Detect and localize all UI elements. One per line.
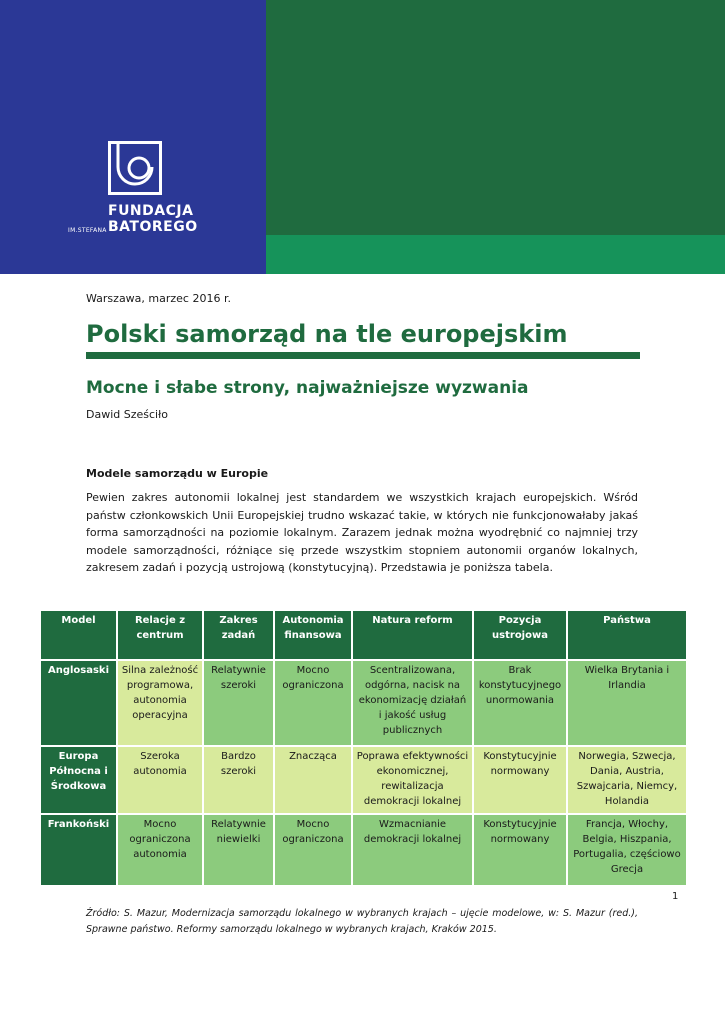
table-cell: Scentralizowana, odgórna, nacisk na ekonomizację działań i jakość usług publicznych [352,660,473,746]
table-cell: Konstytucyjnie normowany [473,746,567,814]
document-subtitle: Mocne i słabe strony, najważniejsze wyzwania [86,378,529,398]
foundation-name-line2: BATOREGO [108,219,198,235]
table-cell: Norwegia, Szwecja, Dania, Austria, Szwajcaria, Niemcy, Holandia [567,746,687,814]
page-number: 1 [672,891,679,902]
foundation-name-prefix: IM.STEFANA [68,227,107,234]
header-reform-nature: Natura reform [352,610,473,660]
header-model: Model [40,610,117,660]
table-cell: Szeroka autonomia [117,746,203,814]
table-source-note: Źródło: S. Mazur, Modernizacja samorządu lokalnego w wybranych krajach – ujęcie modelowe, w: S. Mazur (red.), Sprawne państwo. Reformy samorządu lokalnego w wybranych krajach, Kraków 2015. [86,908,638,935]
table-cell: Znacząca [274,746,352,814]
table-cell: Brak konstytucyjnego unormowania [473,660,567,746]
table-row [40,746,687,814]
row-model: Frankoński [40,814,117,886]
document-author: Dawid Sześciło [86,408,168,421]
table-cell: Mocno ograniczona [274,814,352,886]
document-date: Warszawa, marzec 2016 r. [86,292,231,305]
foundation-name-line1: FUNDACJA [108,203,194,219]
header-countries: Państwa [567,610,687,660]
table-row [40,814,687,886]
section-heading: Modele samorządu w Europie [86,467,269,480]
row-model: Europa Północna i Środkowa [40,746,117,814]
table-header-row [40,610,687,660]
document-title: Polski samorząd na tle europejskim [86,320,568,348]
header-banner-green-strip [266,235,725,274]
table-cell: Relatywnie niewielki [203,814,274,886]
title-underline [86,352,640,359]
table-cell: Wzmacnianie demokracji lokalnej [352,814,473,886]
table-row [40,660,687,746]
foundation-logo-icon [108,141,162,195]
header-financial-autonomy: Autonomia finansowa [274,610,352,660]
table-cell: Poprawa efektywności ekonomicznej, rewitalizacja demokracji lokalnej [352,746,473,814]
table-cell: Wielka Brytania i Irlandia [567,660,687,746]
models-table [39,609,688,887]
table-cell: Mocno ograniczona [274,660,352,746]
table-cell: Relatywnie szeroki [203,660,274,746]
body-paragraph: Pewien zakres autonomii lokalnej jest standardem we wszystkich krajach europejskich. Wśród państw członkowskich Unii Europejskiej trudno wskazać takie, w których nie funkcjonowałaby jakaś forma samorządności na poziomie lokalnym. Zarazem jednak można wyodrębnić co najmniej trzy modele samorządności, różniące się przede wszystkim stopniem autonomii organów lokalnych, zakresem zadań i pozycją ustrojową (konstytucyjną). Przedstawia je poniższa tabela. [86,491,638,575]
header-scope: Zakres zadań [203,610,274,660]
table-cell: Silna zależność programowa, autonomia operacyjna [117,660,203,746]
row-model: Anglosaski [40,660,117,746]
table-cell: Konstytucyjnie normowany [473,814,567,886]
table-cell: Mocno ograniczona autonomia [117,814,203,886]
header-constitutional-position: Pozycja ustrojowa [473,610,567,660]
header-banner-green [266,0,725,235]
header-relations: Relacje z centrum [117,610,203,660]
table-cell: Bardzo szeroki [203,746,274,814]
table-cell: Francja, Włochy, Belgia, Hiszpania, Portugalia, częściowo Grecja [567,814,687,886]
